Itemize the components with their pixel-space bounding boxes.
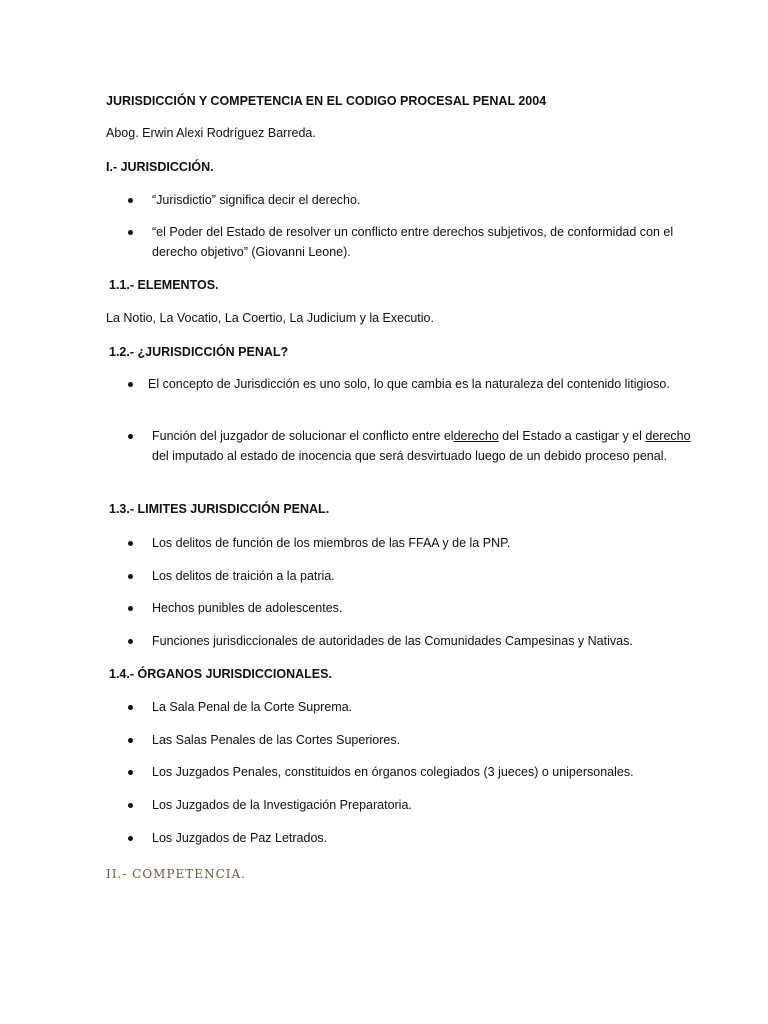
bullet-icon xyxy=(128,770,133,775)
list-item-text: Los Juzgados de la Investigación Preparatoria. xyxy=(152,798,412,812)
section-1-3-heading: 1.3.- LIMITES JURISDICCIÓN PENAL. xyxy=(109,502,330,516)
list-item-text: Las Salas Penales de las Cortes Superiores. xyxy=(152,733,401,747)
bullet-icon xyxy=(128,434,133,439)
list-item-text: El concepto de Jurisdicción es uno solo, lo que cambia es la naturaleza del contenido litigioso. xyxy=(148,377,670,391)
section-1-1-text: La Notio, La Vocatio, La Coertio, La Judicium y la Executio. xyxy=(106,311,434,325)
text-segment: del Estado a castigar y el xyxy=(498,429,646,443)
bullet-icon xyxy=(128,705,133,710)
section-1-heading: I.- JURISDICCIÓN. xyxy=(106,160,214,174)
bullet-icon xyxy=(128,639,133,644)
bullet-icon xyxy=(128,574,133,579)
list-item-text: Los delitos de función de los miembros de las FFAA y de la PNP. xyxy=(152,536,511,550)
bullet-icon xyxy=(128,803,133,808)
bullet-icon xyxy=(128,198,133,203)
section-1-2-heading: 1.2.- ¿JURISDICCIÓN PENAL? xyxy=(109,345,289,359)
bullet-icon xyxy=(128,230,133,235)
document-author: Abog. Erwin Alexi Rodríguez Barreda. xyxy=(106,126,316,140)
text-segment: del imputado al estado de inocencia que será desvirtuado luego de un debido proceso penal. xyxy=(152,449,667,463)
bullet-icon xyxy=(128,836,133,841)
list-item-text: Funciones jurisdiccionales de autoridades de las Comunidades Campesinas y Nativas. xyxy=(152,634,633,648)
list-item-text: Los Juzgados Penales, constituidos en órganos colegiados (3 jueces) o unipersonales. xyxy=(152,765,634,779)
section-1-1-heading: 1.1.- ELEMENTOS. xyxy=(109,278,219,292)
list-item-text: “el Poder del Estado de resolver un conflicto entre derechos subjetivos, de conformidad con el derecho objetivo” (Giovanni Leone). xyxy=(152,225,674,259)
bullet-icon xyxy=(128,382,133,387)
bullet-icon xyxy=(128,541,133,546)
document-title: JURISDICCIÓN Y COMPETENCIA EN EL CODIGO PROCESAL PENAL 2004 xyxy=(106,94,547,108)
list-item-text: “Jurisdictio” significa decir el derecho. xyxy=(152,193,361,207)
bullet-icon xyxy=(128,738,133,743)
list-item-text: Los Juzgados de Paz Letrados. xyxy=(152,831,328,845)
section-1-4-heading: 1.4.- ÓRGANOS JURISDICCIONALES. xyxy=(109,667,332,681)
list-item-text: Hechos punibles de adolescentes. xyxy=(152,601,343,615)
underlined-term: derecho xyxy=(453,429,499,443)
bullet-icon xyxy=(128,606,133,611)
list-item-text: Los delitos de traición a la patria. xyxy=(152,569,335,583)
list-item-text xyxy=(152,426,692,466)
list-item-text: La Sala Penal de la Corte Suprema. xyxy=(152,700,353,714)
underlined-term: derecho xyxy=(645,429,691,443)
section-2-heading: II.- COMPETENCIA. xyxy=(106,867,246,881)
text-segment: Función del juzgador de solucionar el conflicto entre el xyxy=(152,429,454,443)
